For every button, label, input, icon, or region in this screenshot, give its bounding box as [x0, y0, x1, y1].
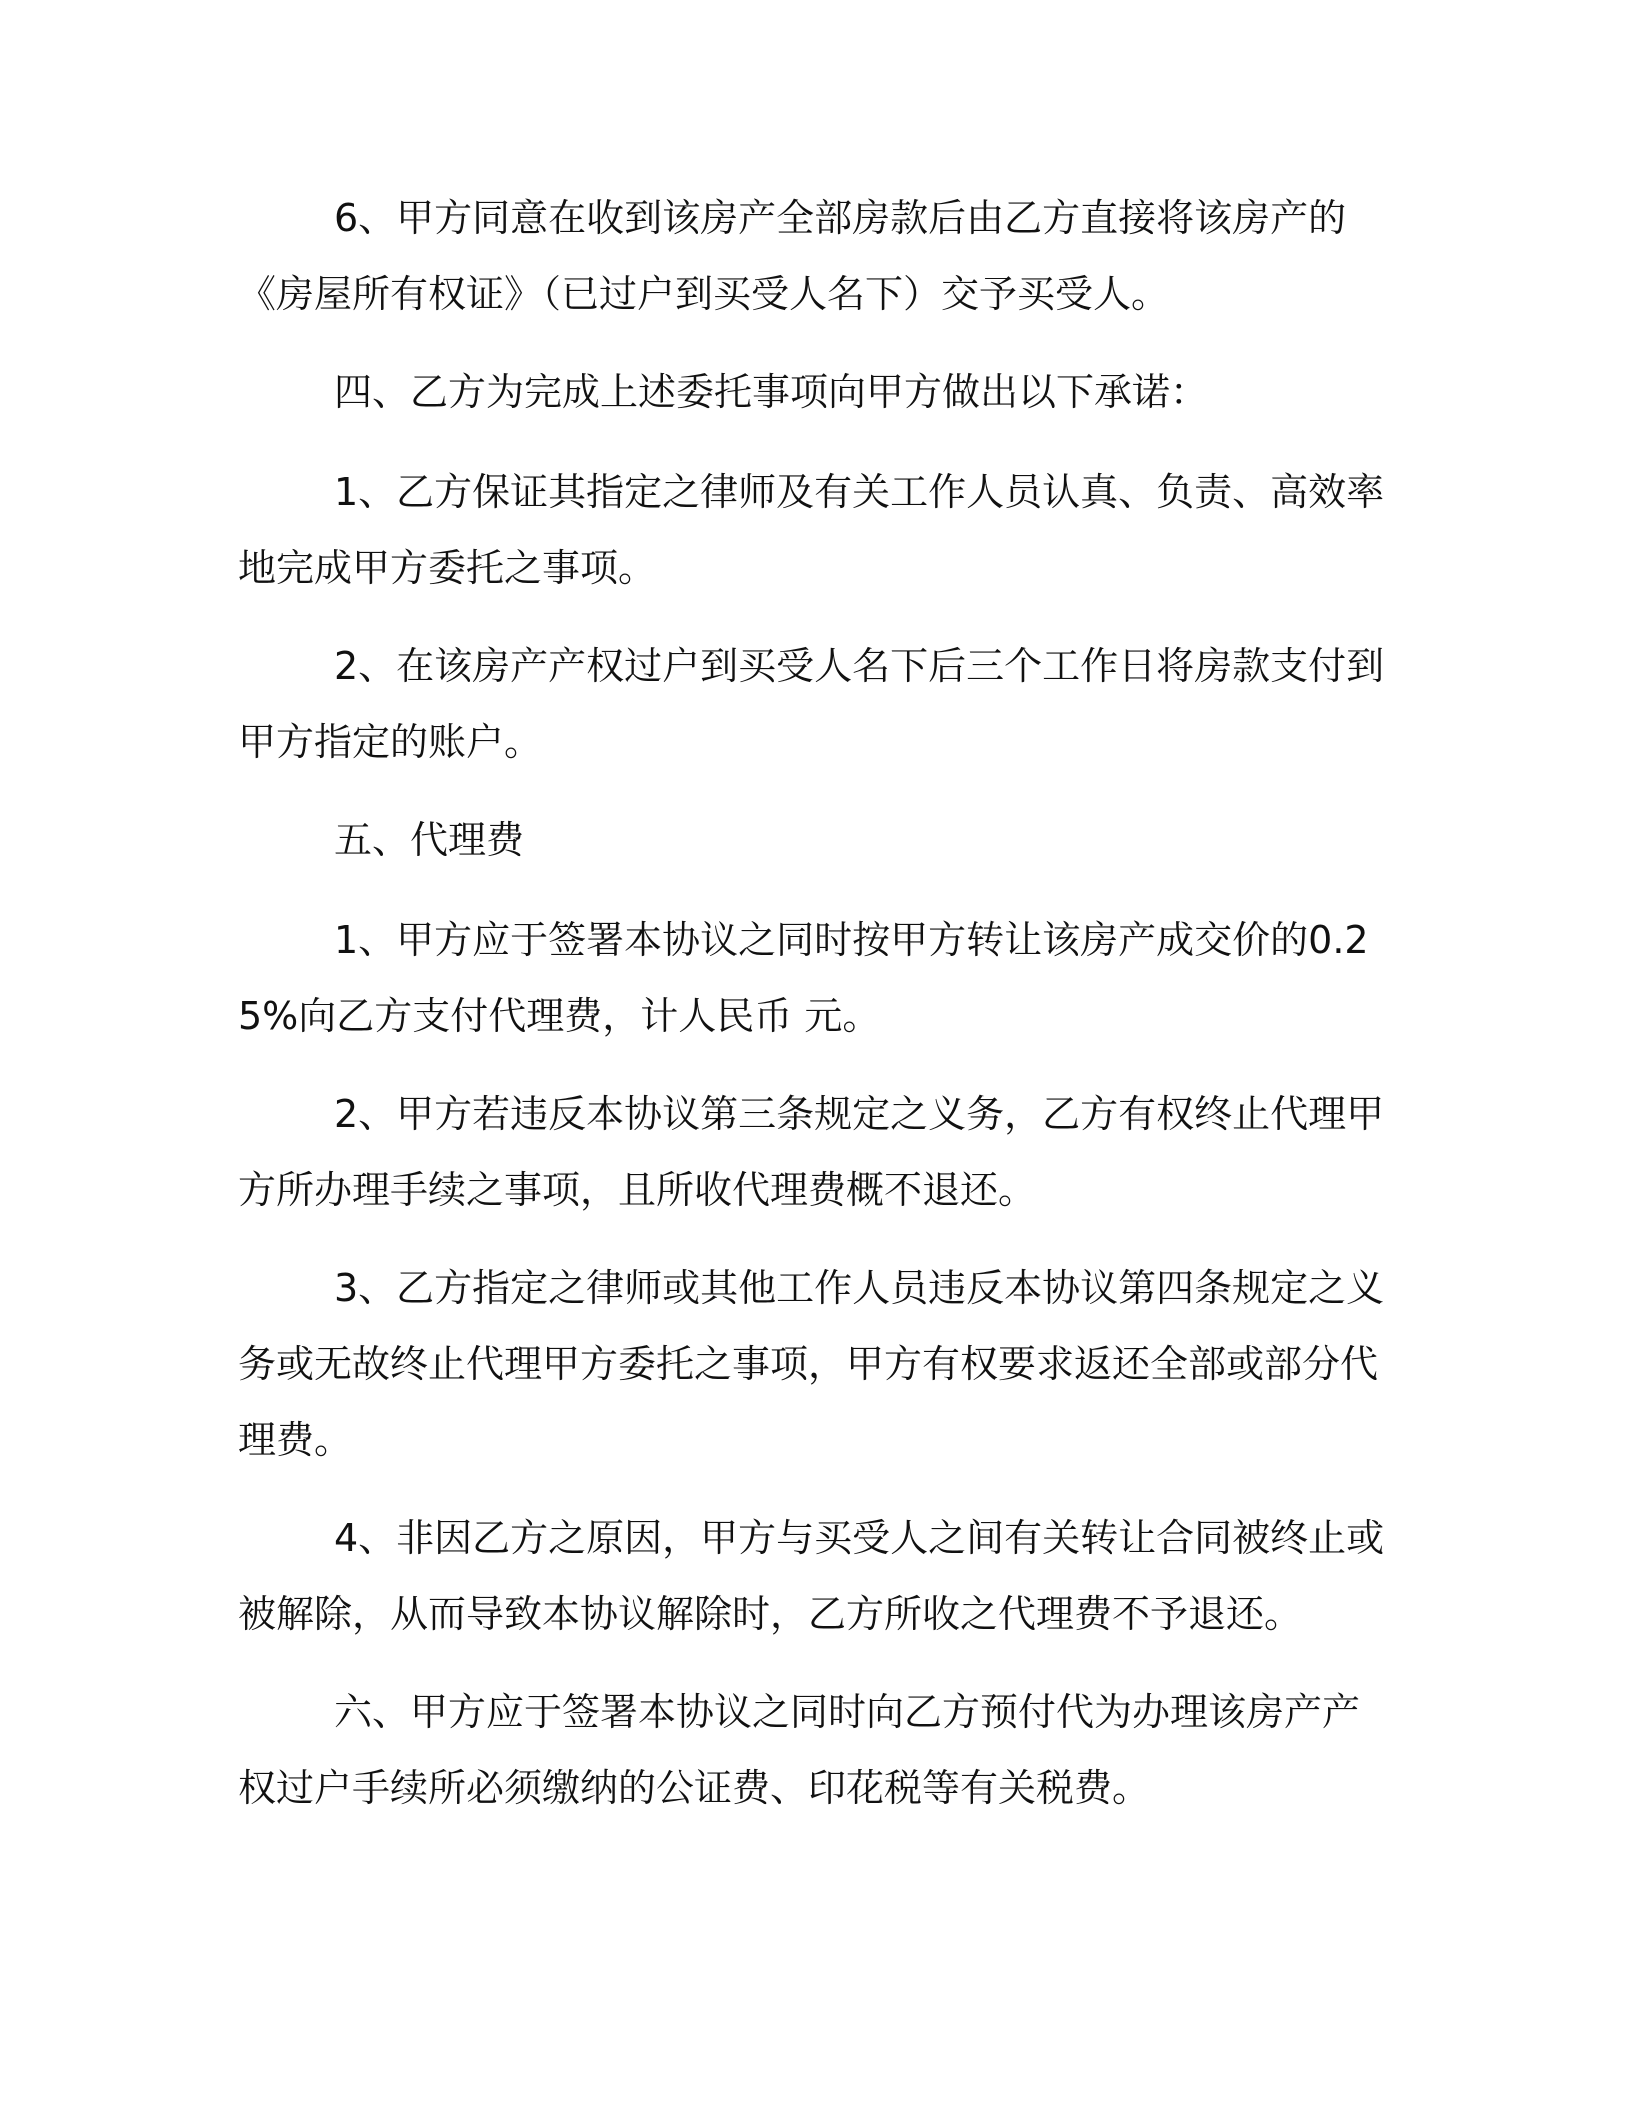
document-body	[238, 180, 1388, 1848]
clause-5-1: 1、甲方应于签署本协议之同时按甲方转让该房产成交价的0.25%向乙方支付代理费，计人民币 元。	[238, 918, 1369, 1038]
clause-5-3: 3、乙方指定之律师或其他工作人员违反本协议第四条规定之义务或无故终止代理甲方委托之事项，甲方有权要求返还全部或部分代理费。	[238, 1266, 1385, 1462]
clause-5-2: 2、甲方若违反本协议第三条规定之义务，乙方有权终止代理甲方所办理手续之事项，且所收代理费概不退还。	[238, 1092, 1385, 1212]
section-5-heading: 五、代理费	[334, 818, 525, 862]
section-4-heading: 四、乙方为完成上述委托事项向甲方做出以下承诺：	[334, 370, 1209, 414]
section-6-paragraph: 六、甲方应于签署本协议之同时向乙方预付代为办理该房产产权过户手续所必须缴纳的公证费、印花税等有关税费。	[238, 1690, 1361, 1810]
clause-4-1: 1、乙方保证其指定之律师及有关工作人员认真、负责、高效率地完成甲方委托之事项。	[238, 470, 1385, 590]
clause-4-2: 2、在该房产产权过户到买受人名下后三个工作日将房款支付到甲方指定的账户。	[238, 644, 1385, 764]
clause-3-6: 6、甲方同意在收到该房产全部房款后由乙方直接将该房产的《房屋所有权证》（已过户到买受人名下）交予买受人。	[238, 196, 1347, 316]
clause-5-4: 4、非因乙方之原因，甲方与买受人之间有关转让合同被终止或被解除，从而导致本协议解除时，乙方所收之代理费不予退还。	[238, 1516, 1385, 1636]
